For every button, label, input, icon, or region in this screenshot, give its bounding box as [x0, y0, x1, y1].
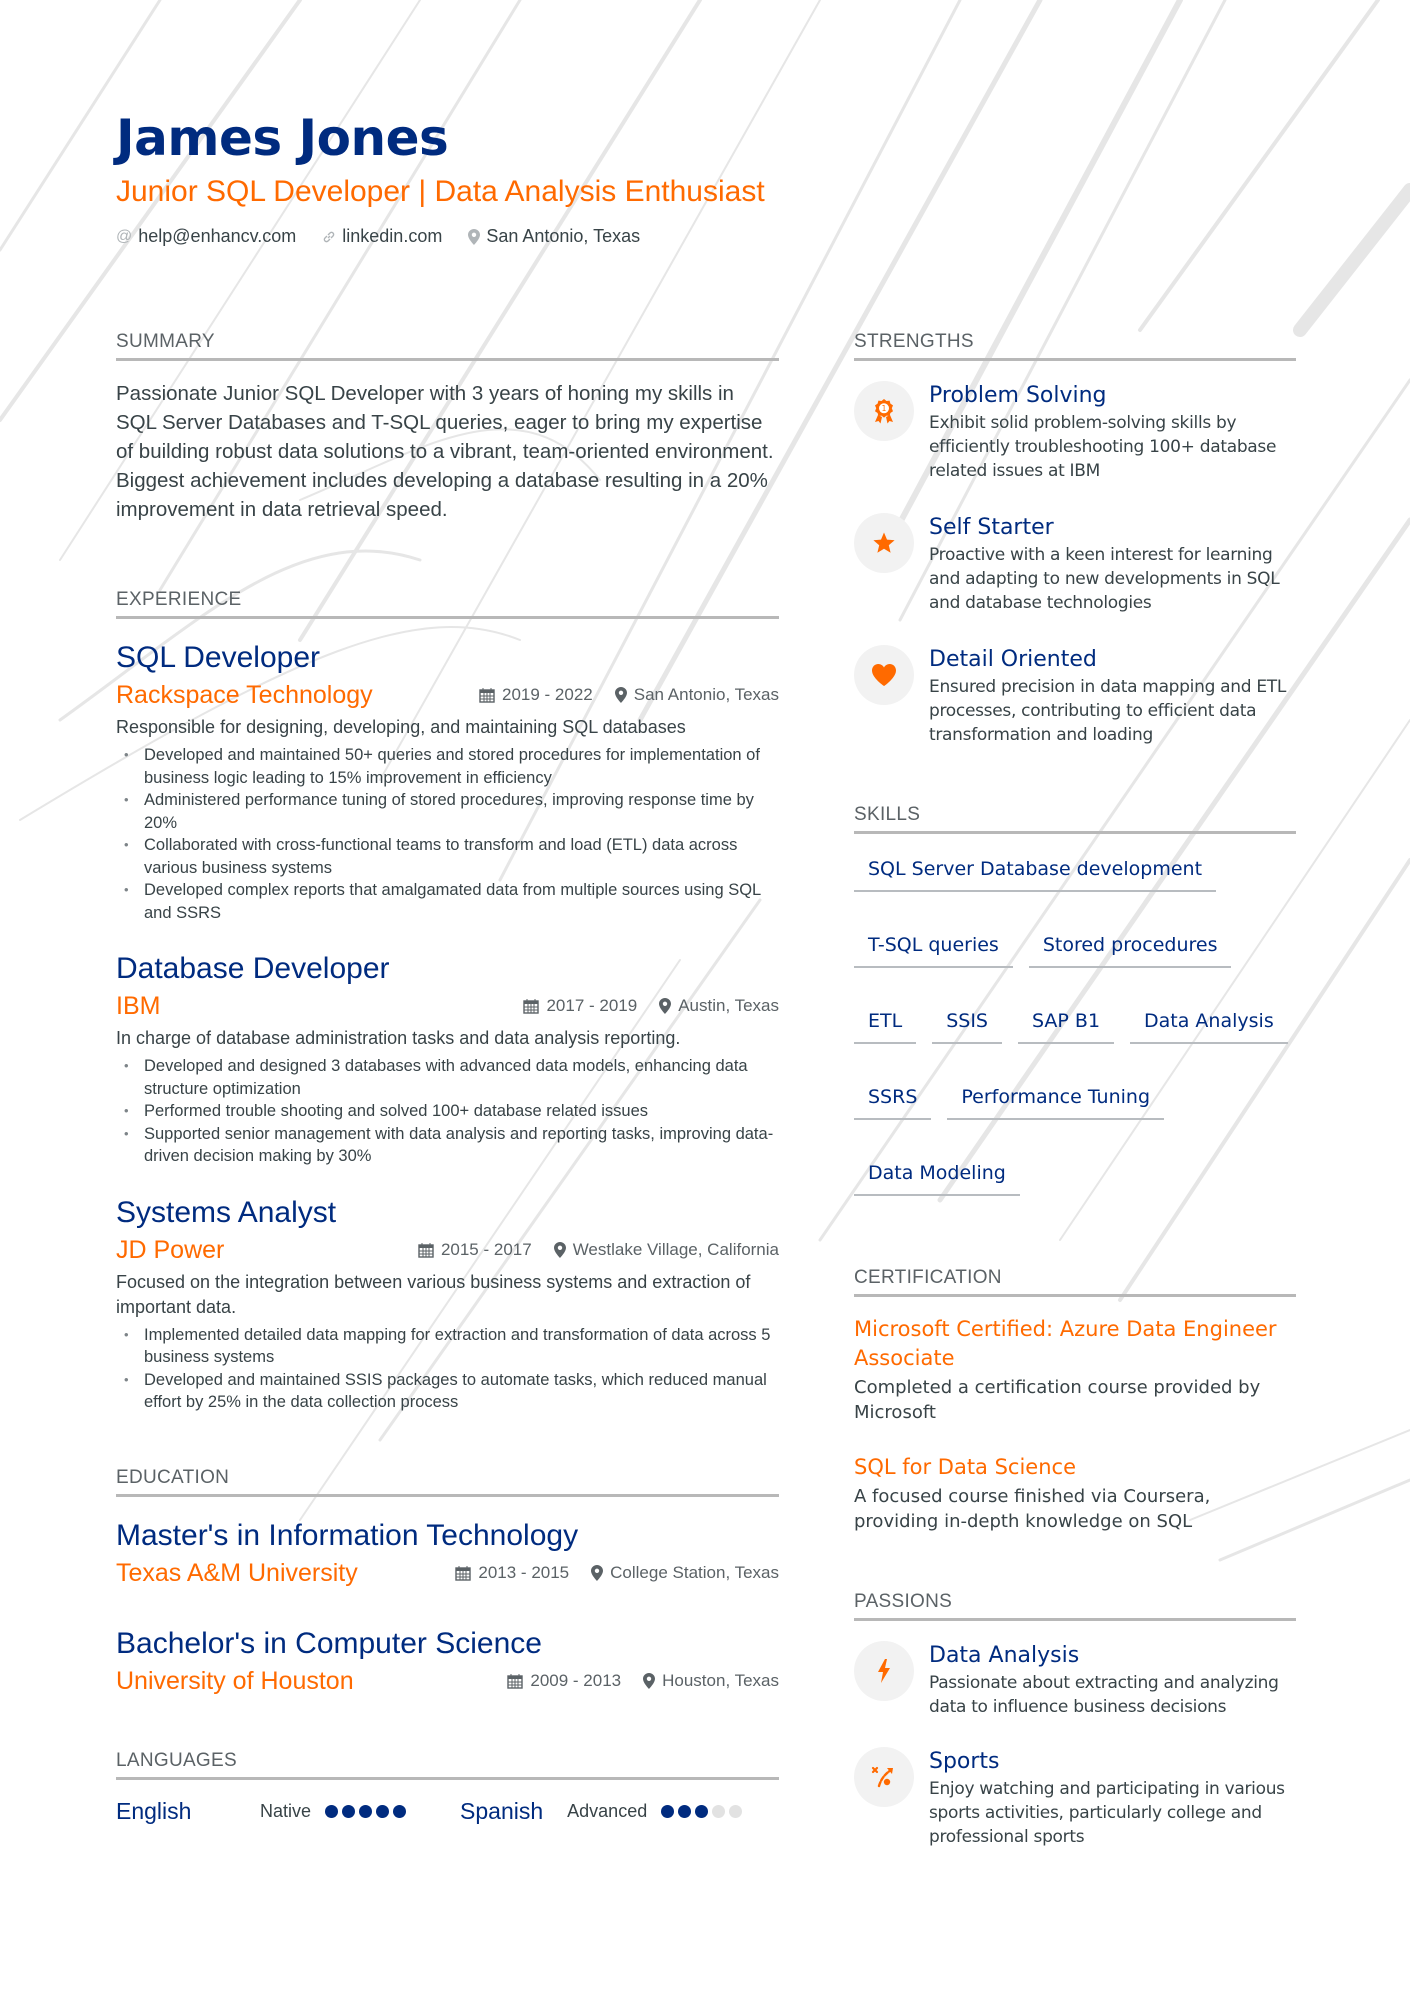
education-dates: 2013 - 2015: [478, 1562, 570, 1582]
job-bullet: • Developed and designed 3 databases with advanced data models, enhancing data structure optimization: [116, 1055, 779, 1100]
skill-tag: Stored procedures: [1029, 924, 1232, 968]
summary-section: [116, 330, 779, 524]
passion-title: Data Analysis: [929, 1643, 1080, 1668]
contact-email[interactable]: [116, 226, 296, 247]
job-bullet: • Collaborated with cross-functional teams to transform and load (ETL) data across various business systems: [116, 834, 779, 879]
skill-tag: SSIS: [932, 1000, 1002, 1044]
job-description: Responsible for designing, developing, and maintaining SQL databases: [116, 717, 686, 737]
location-text: San Antonio, Texas: [486, 226, 641, 246]
skills-section: [854, 803, 1296, 1196]
strength-item: [854, 513, 1296, 615]
star-icon: [854, 513, 914, 573]
proficiency-dot-filled: [678, 1805, 691, 1818]
linkedin-text: linkedin.com: [342, 226, 443, 246]
calendar-icon: [418, 1242, 434, 1258]
experience-item: [116, 1194, 779, 1414]
passion-title: Sports: [929, 1749, 1000, 1774]
proficiency-dot-filled: [325, 1805, 338, 1818]
link-icon: [322, 230, 336, 244]
section-heading-languages: LANGUAGES: [116, 1749, 779, 1780]
strength-title: Detail Oriented: [929, 647, 1097, 672]
language-proficiency-dots: [325, 1805, 406, 1818]
passion-item: [854, 1747, 1296, 1849]
education-location: Houston, Texas: [662, 1670, 779, 1690]
skill-tag: SAP B1: [1018, 1000, 1114, 1044]
section-heading-education: EDUCATION: [116, 1466, 779, 1497]
location-pin-icon: [468, 229, 480, 245]
job-bullet: • Supported senior management with data analysis and reporting tasks, improving data-driven decision making by 30%: [116, 1123, 779, 1168]
strengths-section: [854, 330, 1296, 747]
summary-text: Passionate Junior SQL Developer with 3 years of honing my skills in SQL Server Databases and T-SQL queries, eager to bring my expertise of building robust data solutions to a vibrant, team-oriented environment. Biggest achievement includes developing a database resulting in a 20% improvement in data retrieval speed.: [116, 382, 774, 521]
job-company: IBM: [116, 992, 161, 1020]
proficiency-dot-empty: [729, 1805, 742, 1818]
job-role: SQL Developer: [116, 641, 320, 674]
job-bullets: [116, 744, 779, 924]
proficiency-dot-filled: [376, 1805, 389, 1818]
proficiency-dot-filled: [695, 1805, 708, 1818]
school: Texas A&M University: [116, 1558, 358, 1587]
contact-linkedin[interactable]: [322, 226, 442, 247]
certification-section: [854, 1266, 1296, 1534]
school: University of Houston: [116, 1666, 354, 1695]
calendar-icon: [479, 687, 495, 703]
resume-header: [116, 104, 1016, 247]
passion-description: Enjoy watching and participating in various sports activities, particularly college and professional sports: [929, 1779, 1285, 1847]
skill-tag: Data Modeling: [854, 1152, 1020, 1196]
job-description: Focused on the integration between various business systems and extraction of important data.: [116, 1271, 751, 1317]
language-name: Spanish: [460, 1797, 544, 1824]
passion-description: Passionate about extracting and analyzing data to influence business decisions: [929, 1673, 1279, 1717]
language-list: [116, 1798, 779, 1825]
education-item: [116, 1517, 779, 1589]
job-dates: 2017 - 2019: [546, 996, 638, 1015]
job-dates: 2015 - 2017: [440, 1239, 532, 1259]
education-item: [116, 1625, 779, 1697]
job-location: San Antonio, Texas: [633, 685, 779, 704]
strength-item: [854, 645, 1296, 747]
job-location: Austin, Texas: [678, 996, 779, 1015]
section-heading-summary: SUMMARY: [116, 330, 779, 361]
education-dates: 2009 - 2013: [530, 1670, 622, 1690]
proficiency-dot-filled: [342, 1805, 355, 1818]
svg-text:1: 1: [881, 404, 887, 414]
candidate-name: James Jones: [116, 109, 449, 167]
certification-description: A focused course finished via Coursera, providing in-depth knowledge on SQL: [854, 1486, 1211, 1532]
job-description: In charge of database administration tasks and data analysis reporting.: [116, 1028, 681, 1048]
strength-description: Ensured precision in data mapping and ETL processes, contributing to efficient data transformation and loading: [929, 677, 1287, 745]
calendar-icon: [523, 998, 539, 1014]
job-bullets: [116, 1055, 779, 1168]
job-role: Systems Analyst: [116, 1195, 337, 1229]
proficiency-dot-filled: [661, 1805, 674, 1818]
contact-location: [468, 226, 640, 247]
language-name: English: [116, 1797, 192, 1824]
lightning-bolt-icon: [854, 1641, 914, 1701]
left-column: [116, 330, 779, 1825]
job-bullet: • Developed and maintained 50+ queries and stored procedures for implementation of business logic leading to 15% improvement in efficiency: [116, 744, 779, 789]
section-heading-passions: PASSIONS: [854, 1590, 1296, 1621]
job-dates: 2019 - 2022: [502, 685, 593, 704]
heart-icon: [854, 645, 914, 705]
certification-title: Microsoft Certified: Azure Data Engineer Associate: [854, 1317, 1277, 1370]
job-bullet: • Developed and maintained SSIS packages to automate tasks, which reduced manual effort by 25% in the data collection process: [116, 1369, 779, 1414]
award-ribbon-icon: [854, 381, 914, 441]
section-heading-certification: CERTIFICATION: [854, 1266, 1296, 1297]
strength-title: Problem Solving: [929, 383, 1107, 408]
skill-tag: SQL Server Database development: [854, 848, 1216, 892]
job-bullet: • Implemented detailed data mapping for extraction and transformation of data across 5 business systems: [116, 1324, 779, 1369]
location-pin-icon: [659, 998, 671, 1014]
calendar-icon: [455, 1565, 471, 1581]
contact-list: [116, 226, 1016, 247]
job-role: Database Developer: [116, 952, 390, 985]
job-bullets: [116, 1324, 779, 1414]
certification-title: SQL for Data Science: [854, 1455, 1077, 1479]
certification-description: Completed a certification course provided by Microsoft: [854, 1377, 1261, 1423]
email-text: help@enhancv.com: [138, 226, 297, 246]
location-pin-icon: [615, 687, 627, 703]
job-company: JD Power: [116, 1235, 225, 1264]
location-pin-icon: [643, 1673, 655, 1689]
education-section: [116, 1466, 779, 1697]
strength-description: Exhibit solid problem-solving skills by efficiently troubleshooting 100+ database related issues at IBM: [929, 413, 1277, 481]
strength-title: Self Starter: [929, 515, 1054, 540]
job-location: Westlake Village, California: [572, 1239, 779, 1259]
language-proficiency-dots: [661, 1805, 742, 1818]
skill-tag: Data Analysis: [1130, 1000, 1288, 1044]
language-level: Native: [260, 1800, 312, 1821]
experience-item: [116, 639, 779, 924]
experience-item: [116, 950, 779, 1168]
proficiency-dot-filled: [393, 1805, 406, 1818]
job-bullet: • Administered performance tuning of stored procedures, improving response time by 20%: [116, 789, 779, 834]
calendar-icon: [507, 1673, 523, 1689]
proficiency-dot-filled: [359, 1805, 372, 1818]
certification-item: [854, 1453, 1296, 1534]
section-heading-experience: EXPERIENCE: [116, 588, 779, 619]
skill-tag: ETL: [854, 1000, 916, 1044]
language-level: Advanced: [567, 1800, 648, 1821]
passion-item: [854, 1641, 1296, 1719]
degree: Bachelor's in Computer Science: [116, 1626, 542, 1660]
skill-tag: Performance Tuning: [947, 1076, 1164, 1120]
degree: Master's in Information Technology: [116, 1518, 579, 1552]
proficiency-dot-empty: [712, 1805, 725, 1818]
strength-item: [854, 381, 1296, 483]
job-bullet: • Performed trouble shooting and solved 100+ database related issues: [116, 1100, 779, 1123]
skill-tag: SSRS: [854, 1076, 931, 1120]
at-icon: @: [116, 227, 133, 245]
job-company: Rackspace Technology: [116, 681, 373, 709]
section-heading-strengths: STRENGTHS: [854, 330, 1296, 361]
skill-tags: [854, 848, 1296, 1196]
section-heading-skills: SKILLS: [854, 803, 1296, 834]
strength-description: Proactive with a keen interest for learning and adapting to new developments in SQL and database technologies: [929, 545, 1280, 613]
location-pin-icon: [591, 1565, 603, 1581]
job-bullet: • Developed complex reports that amalgamated data from multiple sources using SQL and SSRS: [116, 879, 779, 924]
right-column: [854, 330, 1296, 1849]
passions-section: [854, 1590, 1296, 1849]
location-pin-icon: [554, 1242, 566, 1258]
candidate-title: Junior SQL Developer | Data Analysis Enthusiast: [116, 175, 765, 208]
sports-play-icon: [854, 1747, 914, 1807]
certification-item: [854, 1315, 1296, 1425]
skill-tag: T-SQL queries: [854, 924, 1013, 968]
education-location: College Station, Texas: [610, 1562, 779, 1582]
experience-section: [116, 588, 779, 1414]
languages-section: [116, 1749, 779, 1825]
